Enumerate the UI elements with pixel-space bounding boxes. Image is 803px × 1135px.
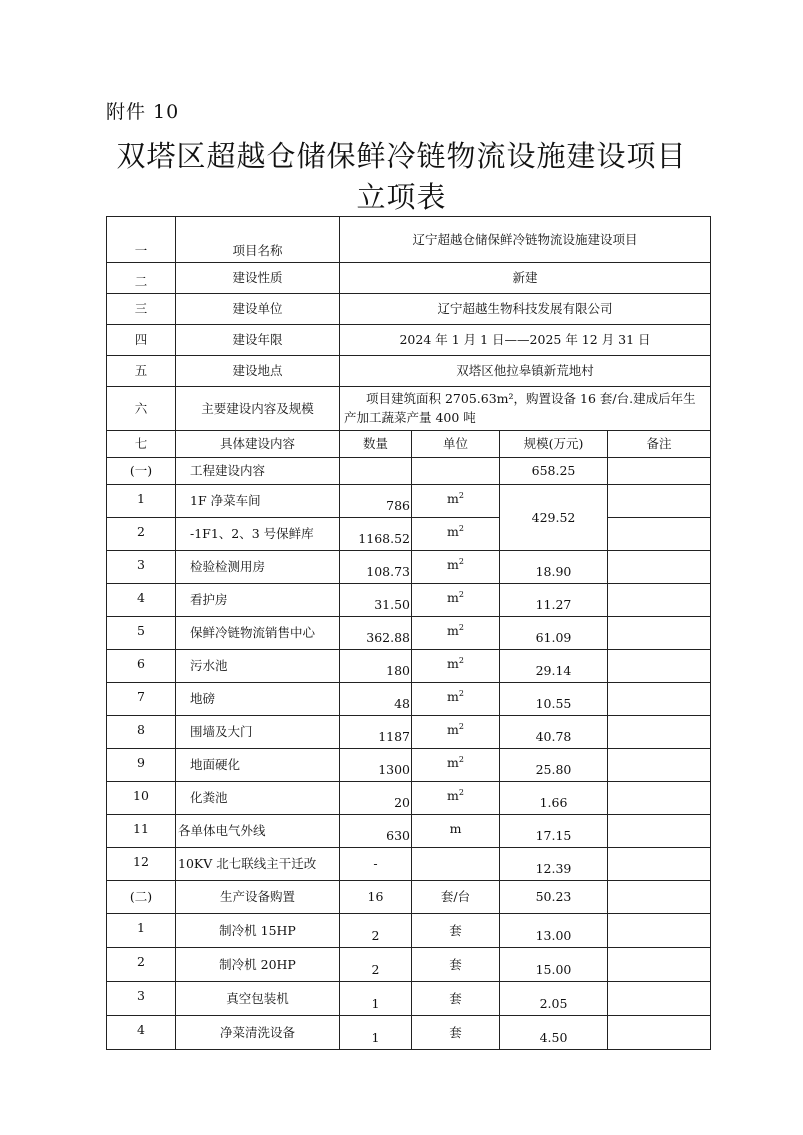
row-content: 制冷机 20HP xyxy=(176,948,340,982)
row-remark xyxy=(608,982,711,1016)
row-number: 四 xyxy=(107,325,176,356)
row-unit xyxy=(412,458,500,485)
row-scale: 50.23 xyxy=(500,881,608,914)
row-quantity: 20 xyxy=(340,782,412,815)
table-row xyxy=(107,584,711,617)
row-remark xyxy=(608,881,711,914)
row-scale: 40.78 xyxy=(500,716,608,749)
unit-text: m xyxy=(447,656,459,672)
table-row xyxy=(107,650,711,683)
row-unit xyxy=(412,650,500,683)
row-content: 工程建设内容 xyxy=(176,458,340,485)
document-title-line1: 双塔区超越仓储保鲜冷链物流设施建设项目 xyxy=(116,139,687,173)
row-number: 8 xyxy=(107,716,176,749)
row-remark xyxy=(608,749,711,782)
unit-superscript: 2 xyxy=(458,788,464,797)
row-remark xyxy=(608,815,711,848)
row-quantity: 630 xyxy=(340,815,412,848)
info-row xyxy=(107,387,711,431)
table-row xyxy=(107,683,711,716)
row-content: 各单体电气外线 xyxy=(176,815,340,848)
unit-text: m xyxy=(447,524,459,540)
row-number: 4 xyxy=(107,1016,176,1050)
unit-superscript: 2 xyxy=(458,656,464,665)
row-unit xyxy=(412,749,500,782)
row-unit: 套 xyxy=(412,948,500,982)
row-content: 真空包装机 xyxy=(176,982,340,1016)
row-label: 建设单位 xyxy=(176,294,340,325)
row-content: 生产设备购置 xyxy=(176,881,340,914)
row-unit: 套/台 xyxy=(412,881,500,914)
attachment-label: 附件 10 xyxy=(106,101,180,123)
table-row xyxy=(107,815,711,848)
row-number: 五 xyxy=(107,356,176,387)
table-row xyxy=(107,551,711,584)
table-row xyxy=(107,982,711,1016)
row-remark xyxy=(608,650,711,683)
row-label: 建设性质 xyxy=(176,263,340,294)
row-unit xyxy=(412,584,500,617)
table-row xyxy=(107,518,711,551)
row-quantity: 31.50 xyxy=(340,584,412,617)
row-unit: 套 xyxy=(412,914,500,948)
row-label: 建设年限 xyxy=(176,325,340,356)
row-content: 净菜清洗设备 xyxy=(176,1016,340,1050)
row-remark xyxy=(608,458,711,485)
row-number: (一) xyxy=(107,458,176,485)
table-row xyxy=(107,948,711,982)
unit-superscript: 2 xyxy=(458,755,464,764)
row-remark xyxy=(608,914,711,948)
row-content: 地磅 xyxy=(176,683,340,716)
row-unit xyxy=(412,782,500,815)
row-label: 主要建设内容及规模 xyxy=(176,387,340,431)
row-value: 新建 xyxy=(340,263,711,294)
row-number: 4 xyxy=(107,584,176,617)
row-content: 看护房 xyxy=(176,584,340,617)
row-remark xyxy=(608,1016,711,1050)
col-remark-header: 备注 xyxy=(608,431,711,458)
row-remark xyxy=(608,584,711,617)
row-unit: 套 xyxy=(412,982,500,1016)
row-scale: 2.05 xyxy=(500,982,608,1016)
row-number: 三 xyxy=(107,294,176,325)
row-number: (二) xyxy=(107,881,176,914)
row-quantity: 108.73 xyxy=(340,551,412,584)
row-number: 二 xyxy=(107,263,176,294)
row-quantity: 1 xyxy=(340,1016,412,1050)
table-row xyxy=(107,749,711,782)
table-row xyxy=(107,716,711,749)
row-remark xyxy=(608,782,711,815)
row-scale: 18.90 xyxy=(500,551,608,584)
row-scale: 61.09 xyxy=(500,617,608,650)
row-number: 3 xyxy=(107,551,176,584)
unit-superscript: 2 xyxy=(458,623,464,632)
row-scale: 13.00 xyxy=(500,914,608,948)
row-unit: 套 xyxy=(412,1016,500,1050)
col-scale-header: 规模(万元) xyxy=(500,431,608,458)
row-content: 保鲜冷链物流销售中心 xyxy=(176,617,340,650)
row-content: 地面硬化 xyxy=(176,749,340,782)
row-number: 11 xyxy=(107,815,176,848)
row-quantity: 786 xyxy=(340,485,412,518)
unit-text: m xyxy=(447,755,459,771)
unit-text: m xyxy=(447,491,459,507)
row-scale: 1.66 xyxy=(500,782,608,815)
detail-header-row xyxy=(107,431,711,458)
row-quantity: 2 xyxy=(340,914,412,948)
row-unit xyxy=(412,617,500,650)
table-row xyxy=(107,1016,711,1050)
table-row xyxy=(107,617,711,650)
row-number: 5 xyxy=(107,617,176,650)
row-quantity xyxy=(340,458,412,485)
row-quantity: 2 xyxy=(340,948,412,982)
row-number: 3 xyxy=(107,982,176,1016)
row-number: 一 xyxy=(107,217,176,263)
info-row xyxy=(107,263,711,294)
row-number: 1 xyxy=(107,485,176,518)
row-scale: 12.39 xyxy=(500,848,608,881)
row-remark xyxy=(608,485,711,518)
row-value: 辽宁超越仓储保鲜冷链物流设施建设项目 xyxy=(340,217,711,263)
row-number: 12 xyxy=(107,848,176,881)
project-table xyxy=(106,216,711,1050)
row-label: 建设地点 xyxy=(176,356,340,387)
row-content: 10KV 北七联线主干迁改 xyxy=(176,848,340,881)
row-label: 项目名称 xyxy=(176,217,340,263)
row-scale: 15.00 xyxy=(500,948,608,982)
row-quantity: 1300 xyxy=(340,749,412,782)
row-content: 1F 净菜车间 xyxy=(176,485,340,518)
row-remark xyxy=(608,848,711,881)
info-row xyxy=(107,356,711,387)
row-number: 2 xyxy=(107,518,176,551)
section-row xyxy=(107,458,711,485)
unit-superscript: 2 xyxy=(458,524,464,533)
row-unit xyxy=(412,518,500,551)
row-scale: 25.80 xyxy=(500,749,608,782)
table-row xyxy=(107,485,711,518)
document-title-line2: 立项表 xyxy=(356,180,447,214)
col-quantity-header: 数量 xyxy=(340,431,412,458)
unit-superscript: 2 xyxy=(458,590,464,599)
row-unit xyxy=(412,683,500,716)
row-number: 2 xyxy=(107,948,176,982)
row-scale: 658.25 xyxy=(500,458,608,485)
col-number-header: 七 xyxy=(107,431,176,458)
unit-text: m xyxy=(449,821,462,836)
row-quantity: 48 xyxy=(340,683,412,716)
row-remark xyxy=(608,683,711,716)
col-content-header: 具体建设内容 xyxy=(176,431,340,458)
info-row xyxy=(107,294,711,325)
row-unit xyxy=(412,551,500,584)
row-number: 10 xyxy=(107,782,176,815)
unit-text: m xyxy=(447,557,459,573)
unit-text: m xyxy=(447,788,459,804)
row-content: 制冷机 15HP xyxy=(176,914,340,948)
section-row xyxy=(107,881,711,914)
table-row xyxy=(107,848,711,881)
row-scale: 11.27 xyxy=(500,584,608,617)
info-row xyxy=(107,217,711,263)
row-remark xyxy=(608,518,711,551)
row-quantity: 1187 xyxy=(340,716,412,749)
row-quantity: 362.88 xyxy=(340,617,412,650)
row-value: 辽宁超越生物科技发展有限公司 xyxy=(340,294,711,325)
row-unit xyxy=(412,485,500,518)
row-unit xyxy=(412,815,500,848)
unit-text: m xyxy=(447,590,459,606)
unit-text: m xyxy=(447,689,459,705)
row-number: 1 xyxy=(107,914,176,948)
unit-superscript: 2 xyxy=(458,557,464,566)
row-number: 7 xyxy=(107,683,176,716)
info-row xyxy=(107,325,711,356)
row-remark xyxy=(608,948,711,982)
row-scale: 29.14 xyxy=(500,650,608,683)
row-remark xyxy=(608,716,711,749)
row-content: -1F1、2、3 号保鲜库 xyxy=(176,518,340,551)
row-remark xyxy=(608,617,711,650)
row-number: 9 xyxy=(107,749,176,782)
row-unit xyxy=(412,716,500,749)
row-number: 6 xyxy=(107,650,176,683)
row-value: 2024 年 1 月 1 日——2025 年 12 月 31 日 xyxy=(340,325,711,356)
row-quantity: 1 xyxy=(340,982,412,1016)
row-scale: 10.55 xyxy=(500,683,608,716)
table-row xyxy=(107,914,711,948)
row-content: 检验检测用房 xyxy=(176,551,340,584)
row-value: 项目建筑面积 2705.63m²，购置设备 16 套/台.建成后年生产加工蔬菜产量 400 吨 xyxy=(340,387,711,431)
row-quantity: - xyxy=(340,848,412,881)
unit-superscript: 2 xyxy=(458,722,464,731)
row-quantity: 1168.52 xyxy=(340,518,412,551)
row-content: 污水池 xyxy=(176,650,340,683)
row-quantity: 16 xyxy=(340,881,412,914)
row-scale-merged: 429.52 xyxy=(500,485,608,551)
unit-superscript: 2 xyxy=(458,689,464,698)
unit-superscript: 2 xyxy=(458,491,464,500)
row-content: 化粪池 xyxy=(176,782,340,815)
row-content: 围墙及大门 xyxy=(176,716,340,749)
table-row xyxy=(107,782,711,815)
row-scale: 17.15 xyxy=(500,815,608,848)
row-unit xyxy=(412,848,500,881)
unit-text: m xyxy=(447,722,459,738)
row-number: 六 xyxy=(107,387,176,431)
row-scale: 4.50 xyxy=(500,1016,608,1050)
unit-text: m xyxy=(447,623,459,639)
row-remark xyxy=(608,551,711,584)
col-unit-header: 单位 xyxy=(412,431,500,458)
row-value: 双塔区他拉皋镇新荒地村 xyxy=(340,356,711,387)
row-quantity: 180 xyxy=(340,650,412,683)
